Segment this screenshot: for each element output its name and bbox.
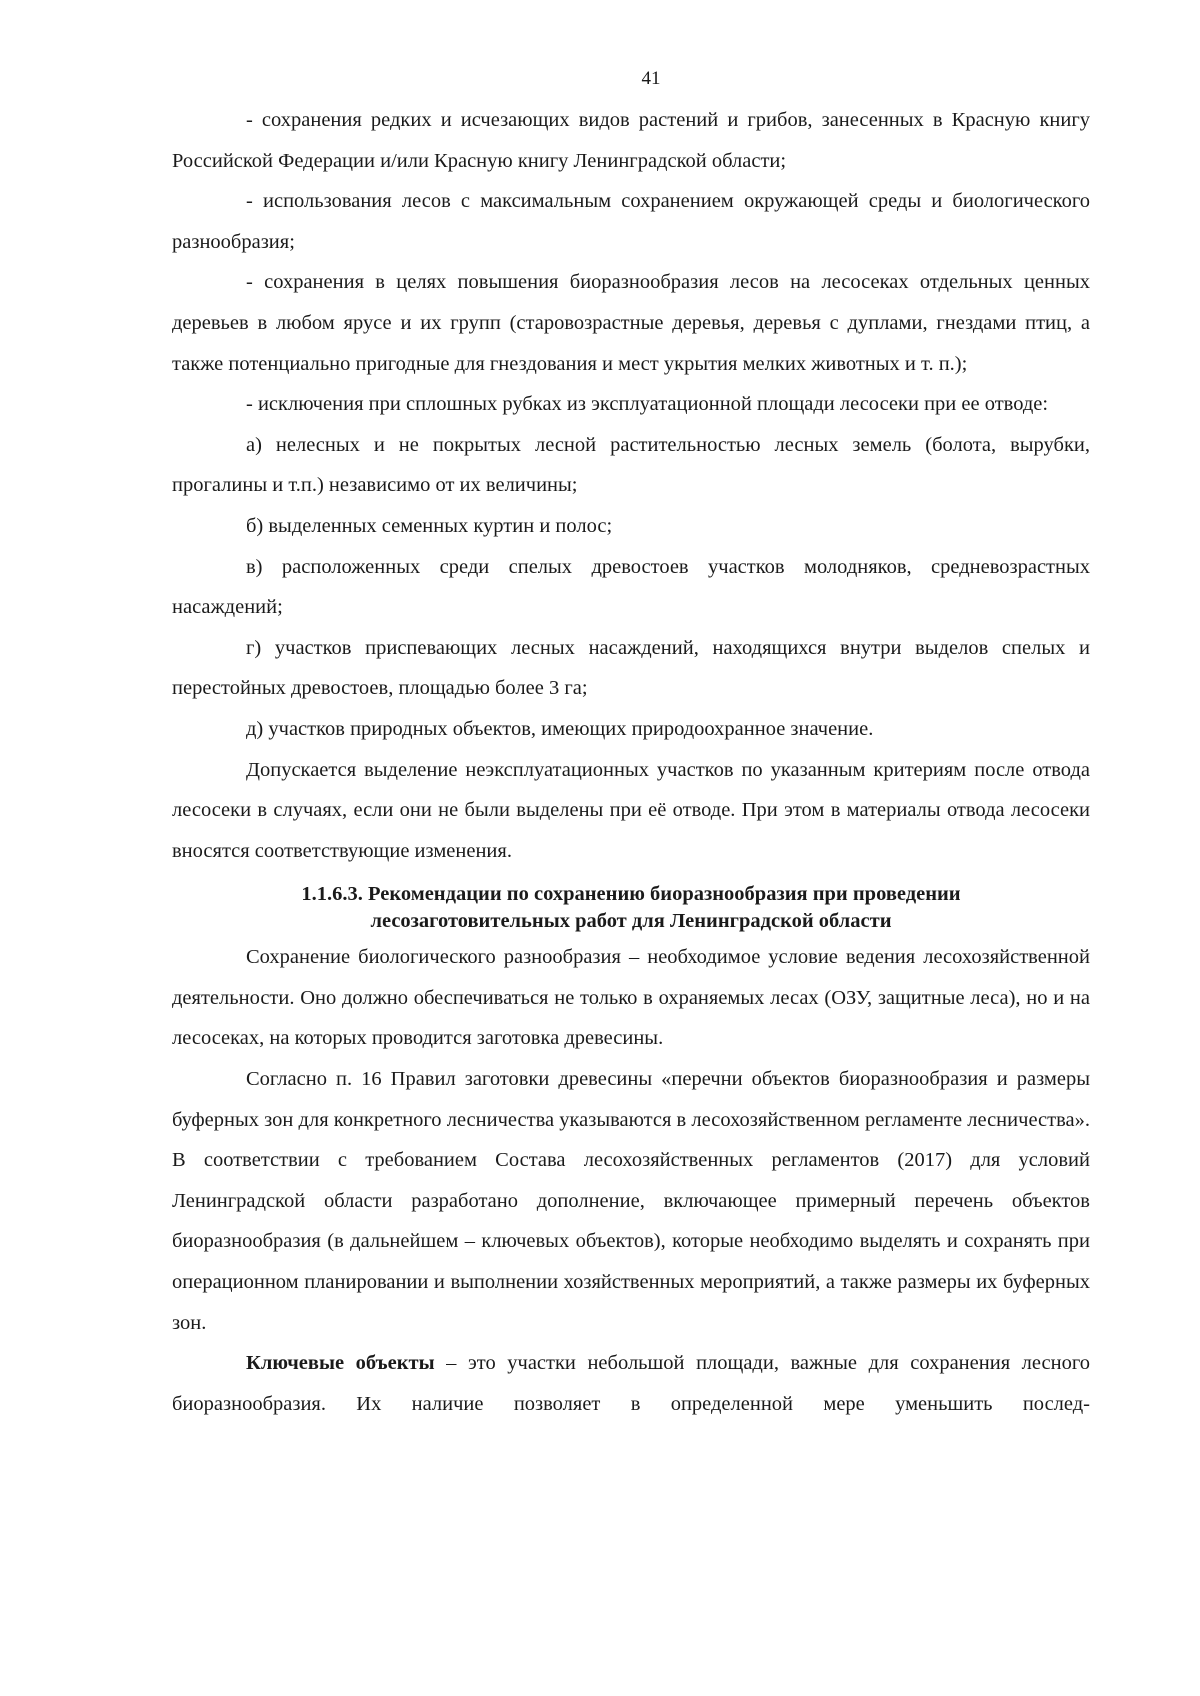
section-heading-line-2: лесозаготовительных работ для Ленинградской области (370, 910, 892, 933)
page-number: 41 (641, 68, 661, 89)
section-paragraph: Сохранение биологического разнообразия – необходимое условие ведения лесохозяйственной деятельности. Оно должно обеспечиваться не только в охраняемых лесах (ОЗУ, защитные леса), но и на лесосеках, на которых проводится заготовка древесины. (172, 946, 1090, 1050)
key-objects-paragraph (172, 1343, 1090, 1424)
paragraph-allowed: Допускается выделение неэксплуатационных участков по указанным критериям после отвода лесосеки в случаях, если они не были выделены при её отводе. При этом в материалы отвода лесосеки вносятся соответствующие изменения. (172, 758, 1090, 862)
section-paragraph: Согласно п. 16 Правил заготовки древесины «перечни объектов биоразнообразия и размеры буферных зон для конкретного лесничества указываются в лесохозяйственном регламенте лесничества». В соответствии с требованием Состава лесохозяйственных регламентов (2017) для условий Ленинградской области разработано дополнение, включающее примерный перечень объектов биоразнообразия (в дальнейшем – ключевых объектов), которые необходимо выделять и сохранять при операционном планировании и выполнении хозяйственных мероприятий, а также размеры их буферных зон. (172, 1068, 1090, 1334)
sublist-item: б) выделенных семенных куртин и полос; (246, 514, 613, 537)
list-item: - использования лесов с максимальным сохранением окружающей среды и биологического разнообразия; (172, 190, 1090, 253)
sublist-item: а) нелесных и не покрытых лесной растительностью лесных земель (болота, вырубки, прогалины и т.п.) независимо от их величины; (172, 433, 1090, 497)
section-heading-line-1: 1.1.6.3. Рекомендации по сохранению биоразнообразия при проведении (301, 883, 961, 906)
key-objects-term: Ключевые объекты (246, 1352, 435, 1375)
list-item: - сохранения редких и исчезающих видов растений и грибов, занесенных в Красную книгу Российской Федерации и/или Красную книгу Ленинградской области; (172, 109, 1090, 172)
key-objects-text: – это участки небольшой площади, важные для сохранения лесного биоразнообразия. Их наличие позволяет в определенной мере уменьшить послед- (172, 1352, 1090, 1415)
list-item: - сохранения в целях повышения биоразнообразия лесов на лесосеках отдельных ценных деревьев в любом ярусе и их групп (старовозрастные деревья, деревья с дуплами, гнездами птиц, а также потенциально пригодные для гнездования и мест укрытия мелких животных и т. п.); (172, 271, 1090, 375)
section-heading (172, 881, 1090, 935)
sublist-item: д) участков природных объектов, имеющих природоохранное значение. (246, 717, 874, 740)
sublist-item: в) расположенных среди спелых древостоев участков молодняков, средневозрастных насаждений; (172, 555, 1090, 619)
list-item: - исключения при сплошных рубках из эксплуатационной площади лесосеки при ее отводе: (246, 393, 1049, 416)
sublist-item: г) участков приспевающих лесных насаждений, находящихся внутри выделов спелых и перестойных древостоев, площадью более 3 га; (172, 636, 1090, 700)
page-body (172, 100, 1090, 1424)
